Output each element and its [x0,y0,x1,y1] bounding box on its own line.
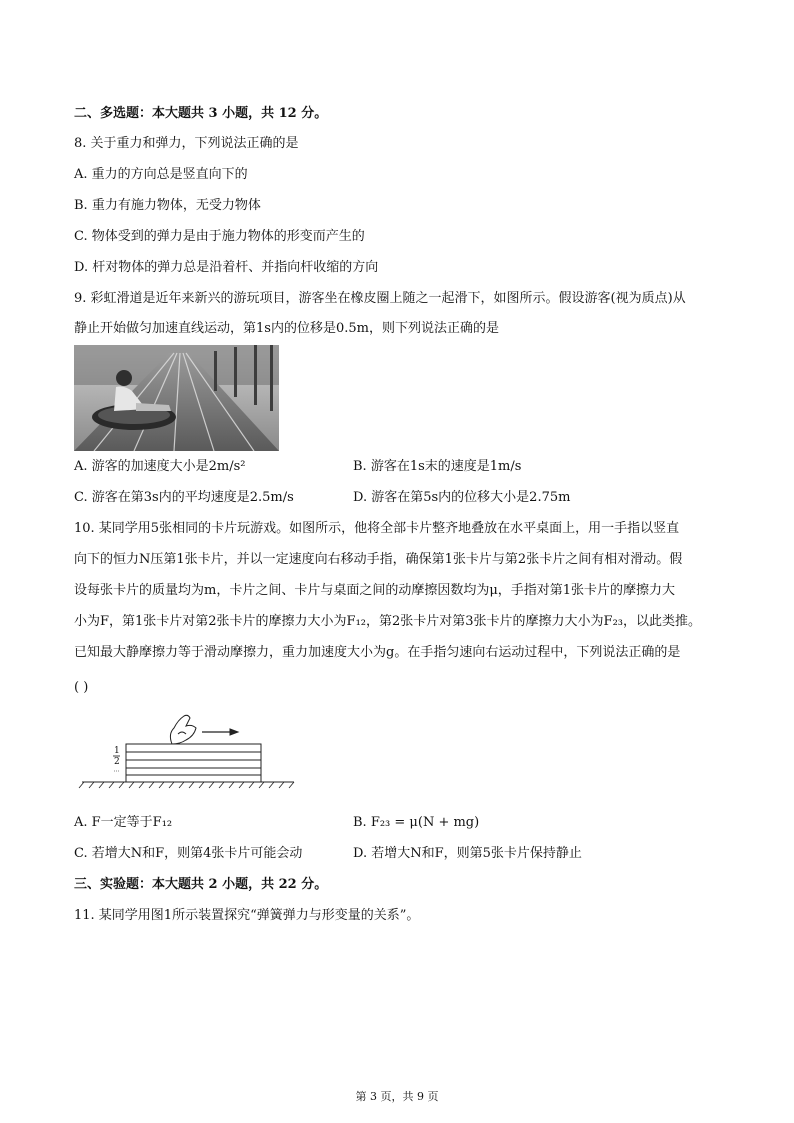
card-label-1: 1 [114,746,120,756]
q9-option-b: B. 游客在1s末的速度是1m/s [353,459,522,474]
q9-option-a: A. 游客的加速度大小是2m/s² [74,459,246,474]
q9-option-d: D. 游客在第5s内的位移大小是2.75m [353,490,571,505]
rainbow-slide-image [74,345,279,451]
q10-option-c: C. 若增大N和F，则第4张卡片可能会动 [74,846,303,861]
q8-option-a: A. 重力的方向总是竖直向下的 [74,167,248,182]
page-footer: 第 3 页，共 9 页 [355,1090,439,1103]
q8-option-d: D. 杆对物体的弹力总是沿着杆、并指向杆收缩的方向 [74,260,379,275]
q8-option-c: C. 物体受到的弹力是由于施力物体的形变而产生的 [74,229,365,244]
q11-stem: 11. 某同学用图1所示装置探究“弹簧弹力与形变量的关系”。 [74,908,420,923]
rainbow-slide-photo [74,345,279,451]
q9-stem-line-1: 9. 彩虹滑道是近年来新兴的游玩项目，游客坐在橡皮圈上随之一起滑下，如图所示。假设游客(视为质点)从 [74,291,686,306]
q10-answer-bracket: ( ) [74,680,89,695]
section-2-title: 二、多选题：本大题共 3 小题，共 12 分。 [74,106,328,121]
q10-option-a: A. F一定等于F₁₂ [74,815,173,830]
q10-stem-line-1: 10. 某同学用5张相同的卡片玩游戏。如图所示，他将全部卡片整齐地叠放在水平桌面上，用一手指以竖直 [74,521,680,536]
q10-option-d: D. 若增大N和F，则第5张卡片保持静止 [353,846,582,861]
q10-option-b: B. F₂₃ = μ(N + mg) [353,815,480,830]
card-stack-diagram [74,710,304,790]
card-label-2: 2 [114,757,120,767]
q9-stem-line-2: 静止开始做匀加速直线运动，第1s内的位移是0.5m，则下列说法正确的是 [74,321,499,336]
card-stack-figure [74,710,304,790]
q8-stem: 8. 关于重力和弹力，下列说法正确的是 [74,136,299,151]
q10-stem-line-3: 设每张卡片的质量均为m，卡片之间、卡片与桌面之间的动摩擦因数均为μ，手指对第1张卡片的摩擦力大 [74,583,676,598]
section-3-title: 三、实验题：本大题共 2 小题，共 22 分。 [74,877,328,892]
q10-stem-line-2: 向下的恒力N压第1张卡片，并以一定速度向右移动手指，确保第1张卡片与第2张卡片之间有相对滑动。假 [74,552,683,567]
q10-stem-line-4: 小为F，第1张卡片对第2张卡片的摩擦力大小为F₁₂，第2张卡片对第3张卡片的摩擦力大小为F₂₃，以此类推。 [74,614,701,629]
q8-option-b: B. 重力有施力物体，无受力物体 [74,198,261,213]
q10-stem-line-5: 已知最大静摩擦力等于滑动摩擦力，重力加速度大小为g。在手指匀速向右运动过程中，下列说法正确的是 [74,645,681,660]
q9-option-c: C. 游客在第3s内的平均速度是2.5m/s [74,490,294,505]
